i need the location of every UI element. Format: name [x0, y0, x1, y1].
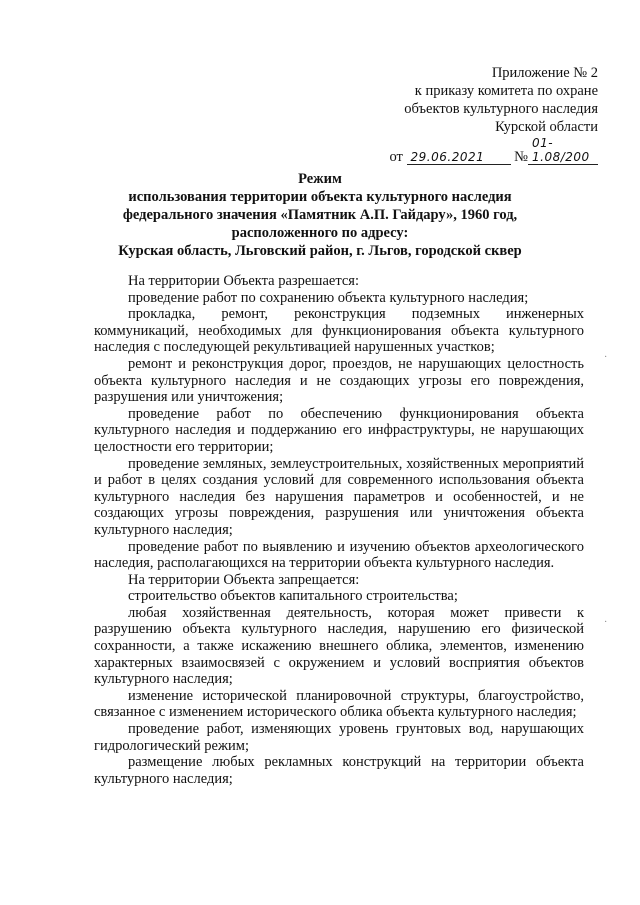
paragraph: проведение работ по выявлению и изучению объектов археологического наследия, располагающихся на территории объекта культурного наследия.	[94, 538, 584, 572]
document-title	[0, 170, 640, 260]
paragraph: любая хозяйственная деятельность, которая может привести к разрушению объекта культурного наследия, нарушению его физической сохранности, а также искажению внешнего облика, элементов, изменению характерных взаимосвязей с окружением и условий восприятия объектов культурного наследия;	[94, 604, 584, 688]
header-line-region: Курской области	[495, 119, 598, 135]
paragraph: изменение исторической планировочной структуры, благоустройство, связанное с изменением исторического облика объекта культурного наследия;	[94, 687, 584, 721]
paragraph-permitted-intro: На территории Объекта разрешается:	[128, 273, 359, 289]
paragraph: проведение работ, изменяющих уровень грунтовых вод, нарушающих гидрологический режим;	[94, 721, 584, 754]
paragraph: проведение работ по сохранению объекта культурного наследия;	[128, 289, 529, 306]
scan-speck: ·	[604, 617, 608, 628]
handwritten-order-number: 01-1.08/200	[528, 136, 598, 165]
title-line-3: федерального значения «Памятник А.П. Гайдару», 1960 год,	[122, 207, 518, 223]
paragraph: прокладка, ремонт, реконструкция подземных инженерных коммуникаций, необходимых для функционирования объекта культурного наследия с последующей рекультивацией нарушенных участков;	[94, 306, 584, 356]
order-date-number-line	[390, 136, 599, 166]
scan-speck: ·	[604, 352, 608, 363]
paragraph: ремонт и реконструкция дорог, проездов, не нарушающих целостность объекта культурного наследия и не создающих угрозы его повреждения, разрушения или уничтожения;	[94, 355, 584, 406]
number-sign: №	[514, 149, 528, 165]
title-line-2: использования территории объекта культурного наследия	[128, 189, 512, 205]
paragraph: проведение работ по обеспечению функционирования объекта культурного наследия и поддержанию его инфраструктуры, не нарушающих целостности его территории;	[94, 405, 584, 455]
paragraph-prohibited-intro: На территории Объекта запрещается:	[128, 571, 360, 588]
from-label: от	[389, 149, 403, 165]
paragraph: строительство объектов капитального строительства;	[128, 588, 458, 605]
document-body	[94, 273, 584, 787]
header-line-order: к приказу комитета по охране	[414, 83, 598, 99]
paragraph: размещение любых рекламных конструкций на территории объекта культурного наследия;	[94, 754, 584, 787]
title-line-1: Режим	[298, 171, 342, 187]
paragraph: проведение земляных, землеустроительных, хозяйственных мероприятий и работ в целях создания условий для современного использования объекта культурного наследия без нарушения параметров и особенностей, и не создающих угрозы повреждения, разрушения или уничтожения объекта культурного наследия;	[94, 455, 584, 538]
title-line-5: Курская область, Льговский район, г. Льгов, городской сквер	[118, 243, 522, 259]
appendix-label: Приложение № 2	[491, 65, 598, 81]
title-line-4: расположенного по адресу:	[231, 225, 409, 241]
header-line-committee: объектов культурного наследия	[404, 101, 598, 117]
document-header	[390, 64, 599, 166]
handwritten-date: 29.06.2021	[407, 150, 511, 165]
